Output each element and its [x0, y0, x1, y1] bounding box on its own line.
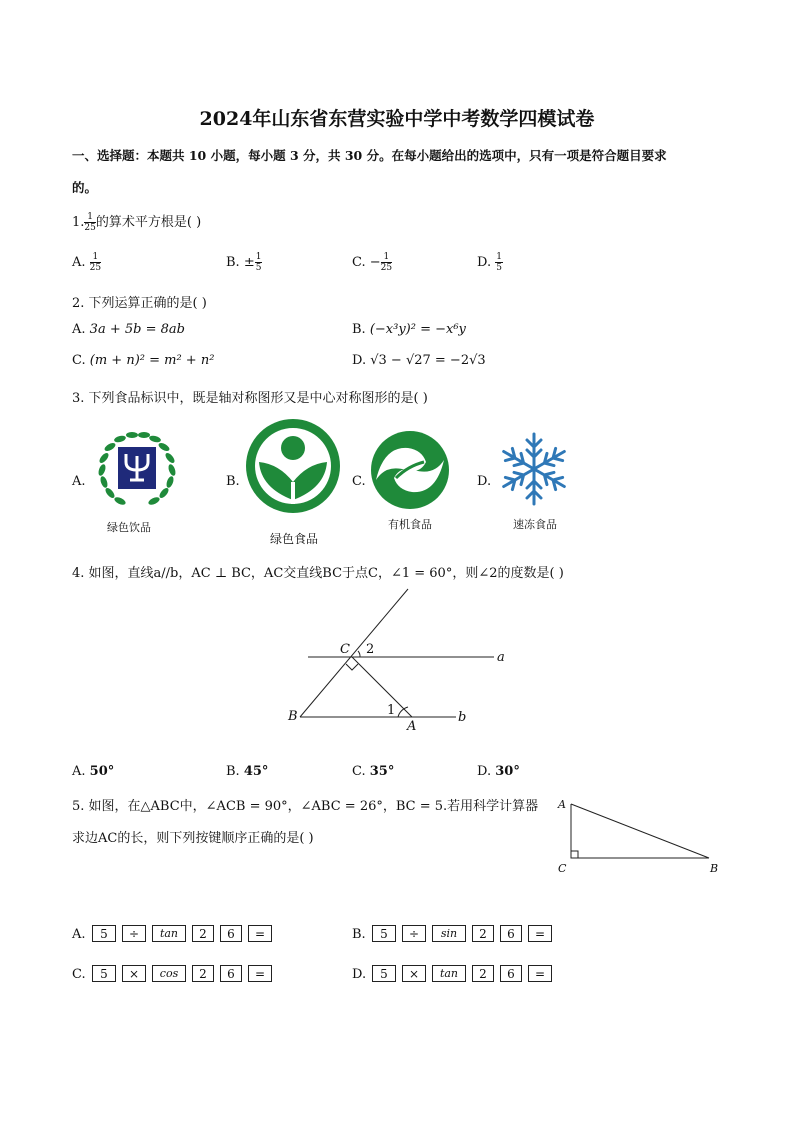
- question-5-option-a-keys[interactable]: [92, 925, 352, 945]
- question-5-option-c-label[interactable]: C.: [72, 967, 86, 982]
- calc-key: =: [248, 965, 272, 982]
- line-label-a: a: [497, 650, 505, 665]
- question-2-option-d[interactable]: D. √3 − √27 = −2√3: [352, 353, 486, 368]
- snowflake-icon: [497, 430, 571, 508]
- question-5-option-b-label[interactable]: B.: [352, 927, 366, 942]
- question-1-text: 的算术平方根是( ): [95, 215, 202, 230]
- question-3-option-c-label[interactable]: C.: [352, 474, 366, 489]
- question-3-option-b-label[interactable]: B.: [226, 474, 240, 489]
- point-label-c: C: [340, 642, 350, 657]
- calc-key: ÷: [122, 925, 146, 942]
- calc-key: =: [528, 925, 552, 942]
- green-drink-logo: [92, 430, 182, 512]
- question-2-stem: 2. 下列运算正确的是( ): [72, 296, 207, 311]
- calc-key: =: [248, 925, 272, 942]
- section-heading-line1: 一、选择题：本题共 10 小题，每小题 3 分，共 30 分。在每小题给出的选项中，只有一项是符合题目要求: [72, 148, 667, 163]
- question-1-fraction: $\frac{1}{25}$: [84, 212, 96, 233]
- question-5-option-b-keys[interactable]: [372, 925, 632, 945]
- question-5-option-c-keys[interactable]: [92, 965, 352, 985]
- calc-key-function: cos: [152, 965, 186, 982]
- right-triangle-figure: [552, 794, 726, 878]
- question-2-option-b[interactable]: B. (−x³y)² = −x⁶y: [352, 322, 466, 337]
- calc-key: =: [528, 965, 552, 982]
- calc-key-function: tan: [432, 965, 466, 982]
- calc-key-function: tan: [152, 925, 186, 942]
- triangle-label-b: B: [710, 862, 719, 875]
- question-4-option-c[interactable]: C. 35°: [352, 764, 395, 779]
- calc-key: 5: [92, 925, 116, 942]
- question-2-option-a[interactable]: A. 3a + 5b = 8ab: [72, 322, 185, 337]
- question-1-option-c[interactable]: C. − $\frac{1}{25}$: [352, 252, 393, 273]
- question-2-option-c[interactable]: C. (m + n)² = m² + n²: [72, 353, 215, 368]
- question-1-option-a[interactable]: A. $\frac{1}{25}$: [72, 252, 102, 273]
- calc-key: 5: [372, 925, 396, 942]
- calc-key: 2: [192, 925, 214, 942]
- question-4-option-b[interactable]: B. 45°: [226, 764, 269, 779]
- question-4-option-d[interactable]: D. 30°: [477, 764, 520, 779]
- angle-label-2: 2: [366, 642, 375, 657]
- calc-key: 2: [472, 965, 494, 982]
- question-5-stem-line1: 5. 如图，在△ABC中，∠ACB = 90°，∠ABC = 26°，BC = 5.若用科学计算器: [72, 799, 539, 814]
- point-label-a: A: [407, 719, 417, 734]
- question-3-stem: 3. 下列食品标识中，既是轴对称图形又是中心对称图形的是( ): [72, 391, 428, 406]
- section-heading-line2: 的。: [72, 180, 98, 195]
- line-label-b: b: [458, 710, 467, 725]
- calc-key: 5: [372, 965, 396, 982]
- question-4-stem: 4. 如图，直线a//b，AC ⊥ BC，AC交直线BC于点C，∠1 = 60°，则∠2的度数是( ): [72, 566, 564, 581]
- calc-key-function: sin: [432, 925, 466, 942]
- question-5-option-a-label[interactable]: A.: [72, 927, 86, 942]
- calc-key: ÷: [402, 925, 426, 942]
- calc-key: 2: [472, 925, 494, 942]
- caption-organic-food: 有机食品: [388, 518, 432, 531]
- caption-frozen-food: 速冻食品: [513, 518, 557, 531]
- calc-key: 2: [192, 965, 214, 982]
- question-5-stem-line2: 求边AC的长，则下列按键顺序正确的是( ): [72, 831, 314, 846]
- question-5-option-d-label[interactable]: D.: [352, 967, 367, 982]
- organic-food-logo: [370, 430, 450, 510]
- calc-key: 6: [500, 965, 522, 982]
- triangle-label-c: C: [558, 862, 567, 875]
- triangle-label-a: A: [558, 798, 566, 811]
- question-1-option-d[interactable]: D. $\frac{1}{5}$: [477, 252, 502, 273]
- caption-green-food: 绿色食品: [269, 532, 318, 546]
- calc-key: ×: [402, 965, 426, 982]
- question-1-option-b[interactable]: B. ± $\frac{1}{5}$: [226, 252, 262, 273]
- question-3-option-d-label[interactable]: D.: [477, 474, 492, 489]
- calc-key: 5: [92, 965, 116, 982]
- question-4-option-a[interactable]: A. 50°: [72, 764, 115, 779]
- question-5-option-d-keys[interactable]: [372, 965, 632, 985]
- question-3-option-a-label[interactable]: A.: [72, 474, 86, 489]
- question-1-number: 1.: [72, 215, 85, 230]
- calc-key: 6: [220, 925, 242, 942]
- exam-title: 2024年山东省东营实验中学中考数学四模试卷: [199, 108, 595, 130]
- calc-key: ×: [122, 965, 146, 982]
- caption-green-drink: 绿色饮品: [107, 521, 151, 534]
- parallel-lines-figure: [280, 585, 520, 735]
- angle-label-1: 1: [387, 703, 396, 718]
- calc-key: 6: [220, 965, 242, 982]
- green-food-logo: [245, 418, 341, 514]
- calc-key: 6: [500, 925, 522, 942]
- question-1-stem: [72, 211, 201, 233]
- point-label-b: B: [288, 709, 298, 724]
